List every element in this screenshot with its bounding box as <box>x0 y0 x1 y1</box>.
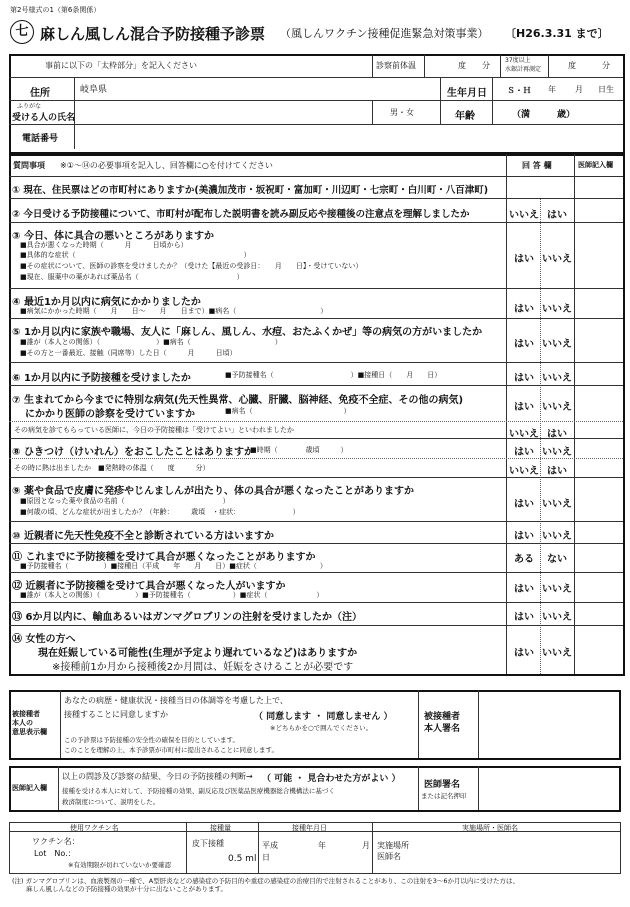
consent-label: 被接種者 本人の 意思表示欄 <box>12 710 47 736</box>
address-label: 住所 <box>30 88 50 99</box>
physician-name-label: 医師名 <box>377 852 401 861</box>
phone-field[interactable] <box>80 128 610 144</box>
question-3-detail-4: ■現在、服薬中の薬があれば薬品名（ ） <box>20 273 244 281</box>
date-year-unit: 年 <box>318 841 326 850</box>
question-13-text: ⑬ 6か月以内に、輸血あるいはガンマグロブリンの注射を受けましたか（注） <box>12 612 363 623</box>
question-10-text: ⑩ 近親者に先天性免疫不全と診断されている方はいますか <box>12 531 274 542</box>
doctor-signature-field[interactable] <box>482 769 612 807</box>
question-9-text: ⑨ 薬や食品で皮膚に発疹やじんましんが出たり、体の具合が悪くなったことがありますか <box>12 486 414 497</box>
question-4-answer-no[interactable]: いいえ <box>542 304 572 315</box>
dose-amount: 0.5 ml <box>228 854 257 864</box>
question-8-followup-yes[interactable]: はい <box>547 466 567 477</box>
question-7-followup-no[interactable]: いいえ <box>509 429 539 440</box>
temp-deg2: 度 <box>568 61 576 70</box>
temp-note1: 37度以上 <box>505 57 531 64</box>
question-3-answer-yes[interactable]: はい <box>514 254 534 265</box>
question-8-answer-yes[interactable]: はい <box>514 447 534 458</box>
question-4-detail: ■病気にかかった時期（ 月 日～ 月 日まで）■病名（ ） <box>20 307 328 315</box>
birth-day-unit: 日生 <box>598 85 614 94</box>
question-14-answer-yes[interactable]: はい <box>514 648 534 659</box>
question-8-followup: その時に熱は出ましたか ■発熱時の体温（ 度 分） <box>14 464 210 472</box>
question-9-answer-yes[interactable]: はい <box>514 499 534 510</box>
patient-signature-label: 被接種者 本人署名 <box>424 712 461 734</box>
question-7-text-2: にかかり医師の診察を受けていますか <box>25 409 195 420</box>
vaccine-header-date: 接種年月日 <box>292 824 327 832</box>
question-8-text: ⑧ ひきつけ（けいれん）をおこしたことはありますか <box>12 447 254 458</box>
answer-header: 回 答 欄 <box>522 161 552 170</box>
temp-min2: 分 <box>602 61 610 70</box>
question-11-text: ⑪ これまでに予防接種を受けて具合が悪くなったことがありますか <box>12 552 316 563</box>
name-field[interactable] <box>80 104 370 120</box>
doctor-line-2: 接種を受ける本人に対して、予防接種の効果、副反応及び医薬品医療機器総合機構法に基づく <box>62 787 335 795</box>
consent-line-3: この予診票は予防接種の安全性の確保を目的としています。 <box>64 736 239 744</box>
question-3-text: ③ 今日、体に具合の悪いところがありますか <box>12 231 214 242</box>
question-6-text: ⑥ 1か月以内に予防接種を受けましたか <box>12 373 191 384</box>
doctor-choice[interactable]: （ 可能 ・ 見合わせた方がよい ） <box>262 774 401 784</box>
vaccine-header-name: 使用ワクチン名 <box>70 824 119 832</box>
question-7-followup-yes[interactable]: はい <box>547 429 567 440</box>
question-14-note: ※接種前1か月から接種後2か月間は、妊娠をさけることが必要です <box>52 662 354 673</box>
question-13-answer-yes[interactable]: はい <box>514 612 534 623</box>
question-12-text: ⑫ 近親者に予防接種を受けて具合が悪くなった人がいますか <box>12 581 286 592</box>
temp-label: 診察前体温 <box>376 61 416 70</box>
doctor-line-1: 以上の問診及び診察の結果、今日の予防接種の判断→ <box>62 772 253 781</box>
address-field[interactable]: 岐阜県 <box>80 85 108 95</box>
form-id: 第2号様式の1（第6条関係） <box>10 6 101 14</box>
page-title: 麻しん風しん混合予防接種予診票 <box>40 25 266 43</box>
date-day-unit: 日 <box>262 853 270 862</box>
question-11-answer-yes[interactable]: ある <box>514 554 534 565</box>
question-2-answer-no[interactable]: いいえ <box>509 210 539 221</box>
question-6-answer-yes[interactable]: はい <box>514 373 534 384</box>
question-11-detail: ■予防接種名（ ）■接種日（平成 年 月 日）■症状（ ） <box>20 562 327 570</box>
consent-line-1: あなたの病歴・健康状況・接種当日の体調等を考慮した上で、 <box>64 696 288 705</box>
question-7-detail: ■病名（ ） <box>225 407 351 415</box>
birth-era[interactable]: Ｓ・Ｈ <box>507 86 531 95</box>
temp-note2: 水銀計再測定 <box>505 66 542 73</box>
question-5-detail-2: ■その方と一番最近、接触（同席等）した日（ 月 日頃） <box>20 349 237 357</box>
question-3-detail-3: ■その症状について、医師の診察を受けましたか？（受けた【最近の受診日： 月 日】・受けていない） <box>20 262 363 270</box>
question-8-followup-no[interactable]: いいえ <box>509 466 539 477</box>
vaccine-lot-label: Lot No.： <box>34 849 76 858</box>
question-7-answer-no[interactable]: いいえ <box>542 402 572 413</box>
question-9-detail-2: ■何歳の頃、どんな症状が出ましたか？（年齢： 歳頃 ・症状： ） <box>20 508 300 516</box>
question-14-answer-no[interactable]: いいえ <box>542 648 572 659</box>
question-8-answer-no[interactable]: いいえ <box>542 447 572 458</box>
sex-choice[interactable]: 男・女 <box>390 108 414 117</box>
vaccine-header-dose: 接種量 <box>210 824 231 832</box>
question-9-answer-no[interactable]: いいえ <box>542 499 572 510</box>
doctor-line-3: 救済制度について、説明をした。 <box>62 798 160 806</box>
date-month-unit: 月 <box>362 841 370 850</box>
question-2-answer-yes[interactable]: はい <box>547 210 567 221</box>
doctor-column-header: 医師記入欄 <box>578 161 613 169</box>
question-7-answer-yes[interactable]: はい <box>514 402 534 413</box>
question-1-text: ① 現在、住民票はどの市町村にありますか(美濃加茂市・坂祝町・富加町・川辺町・七宗町・白川町・八百津町) <box>12 185 489 196</box>
question-7-text: ⑦ 生まれてから今までに特別な病気(先天性異常、心臓、肝臓、脳神経、免疫不全症、その他の病気) <box>12 395 464 406</box>
question-header-label: 質問事項 <box>13 161 45 170</box>
birth-month-unit: 月 <box>575 85 583 94</box>
question-6-detail: ■予防接種名（ ）■接種日（ 月 日） <box>225 371 442 379</box>
birth-label: 生年月日 <box>447 88 487 99</box>
question-14-text-2: 現在妊娠している可能性(生理が予定より遅れているなど)はありますか <box>38 648 358 659</box>
footnote: (注) ガンマグロブリンは、血液製剤の一種で、A型肝炎などの感染症の予防目的や重症の感染症の治療目的で注射されることがあり、この注射を3～6か月以内に受けた方は、 麻しん風しんなどの予防接種の効果が十分に出ないことがあります。 <box>12 877 519 894</box>
age-label: 年齢 <box>455 111 475 122</box>
age-field[interactable]: （満 歳） <box>512 110 576 120</box>
question-2-text: ② 今日受ける予防接種について、市町村が配布した説明書を読み副反応や接種後の注意点を理解しましたか <box>12 209 470 220</box>
question-9-detail-1: ■原因となった薬や食品の名前（ ） <box>20 497 230 505</box>
question-11-answer-no[interactable]: ない <box>547 554 567 565</box>
consent-line-4: このことを理解の上、本予診票が市町村に提出されることに同意します。 <box>64 746 278 754</box>
name-label: 受ける人の氏名 <box>12 113 76 123</box>
question-14-text: ⑭ 女性の方へ <box>12 634 76 645</box>
question-5-text: ⑤ 1か月以内に家族や職場、友人に「麻しん、風しん、水痘、おたふくかぜ」等の病気の方がいましたか <box>12 327 483 338</box>
question-4-text: ④ 最近1か月以内に病気にかかりましたか <box>12 297 201 308</box>
consent-line-2: 接種することに同意しますか <box>64 710 168 719</box>
question-4-answer-yes[interactable]: はい <box>514 304 534 315</box>
consent-note: ※どちらかを○で囲んでください。 <box>270 724 373 732</box>
vaccine-header-place: 実施場所・医師名 <box>462 824 518 832</box>
question-3-detail-2: ■具体的な症状（ ） <box>20 251 251 259</box>
temp-min: 分 <box>482 61 490 70</box>
question-12-answer-no[interactable]: いいえ <box>542 584 572 595</box>
doctor-signature-sublabel: または記名押印 <box>421 792 467 800</box>
question-7-followup: その病気を診てもらっている医師に、今日の予防接種は「受けてよい」といわれましたか <box>14 426 294 434</box>
question-3-detail-1: ■具合が悪くなった時期（ 月 日頃から） <box>20 241 188 249</box>
vaccine-name-label: ワクチン名： <box>32 837 80 846</box>
deadline: 〔H26.3.31 まで〕 <box>505 27 609 40</box>
category-badge: 七 <box>10 20 34 44</box>
question-10-answer-yes[interactable]: はい <box>514 531 534 542</box>
question-header-note: ※①～⑭の必要事項を記入し、回答欄に○を付けてください <box>60 161 273 170</box>
question-12-answer-yes[interactable]: はい <box>514 584 534 595</box>
vaccine-expiry-note: ※有効期限が切れていないか要確認 <box>68 861 171 869</box>
birth-year-unit: 年 <box>548 85 556 94</box>
question-13-answer-no[interactable]: いいえ <box>542 612 572 623</box>
page-subtitle: （風しんワクチン接種促進緊急対策事業） <box>280 27 489 40</box>
question-5-answer-no[interactable]: いいえ <box>542 339 572 350</box>
question-5-answer-yes[interactable]: はい <box>514 339 534 350</box>
question-3-answer-no[interactable]: いいえ <box>542 254 572 265</box>
question-8-detail: ■時期（ 歳頃 ） <box>250 446 348 454</box>
patient-signature-field[interactable] <box>482 694 612 754</box>
question-5-detail-1: ■誰が（本人との関係）（ ）■病名（ ） <box>20 338 282 346</box>
doctor-signature-label: 医師署名 <box>424 780 461 790</box>
consent-choice[interactable]: （ 同意します ・ 同意しません ） <box>254 712 393 722</box>
temp-deg: 度 <box>458 61 466 70</box>
question-10-answer-no[interactable]: いいえ <box>542 531 572 542</box>
phone-label: 電話番号 <box>22 134 59 144</box>
doctor-label: 医師記入欄 <box>12 784 47 792</box>
question-12-detail: ■誰が（本人との関係）（ ）■予防接種名（ ）■症状（ ） <box>20 591 324 599</box>
name-ruby: ふりがな <box>17 103 42 110</box>
date-era: 平成 <box>262 841 278 850</box>
top-note: 事前に以下の「太枠部分」を記入ください <box>45 61 197 70</box>
place-label: 実施場所 <box>377 841 409 850</box>
dose-method: 皮下接種 <box>192 839 224 848</box>
question-6-answer-no[interactable]: いいえ <box>542 373 572 384</box>
